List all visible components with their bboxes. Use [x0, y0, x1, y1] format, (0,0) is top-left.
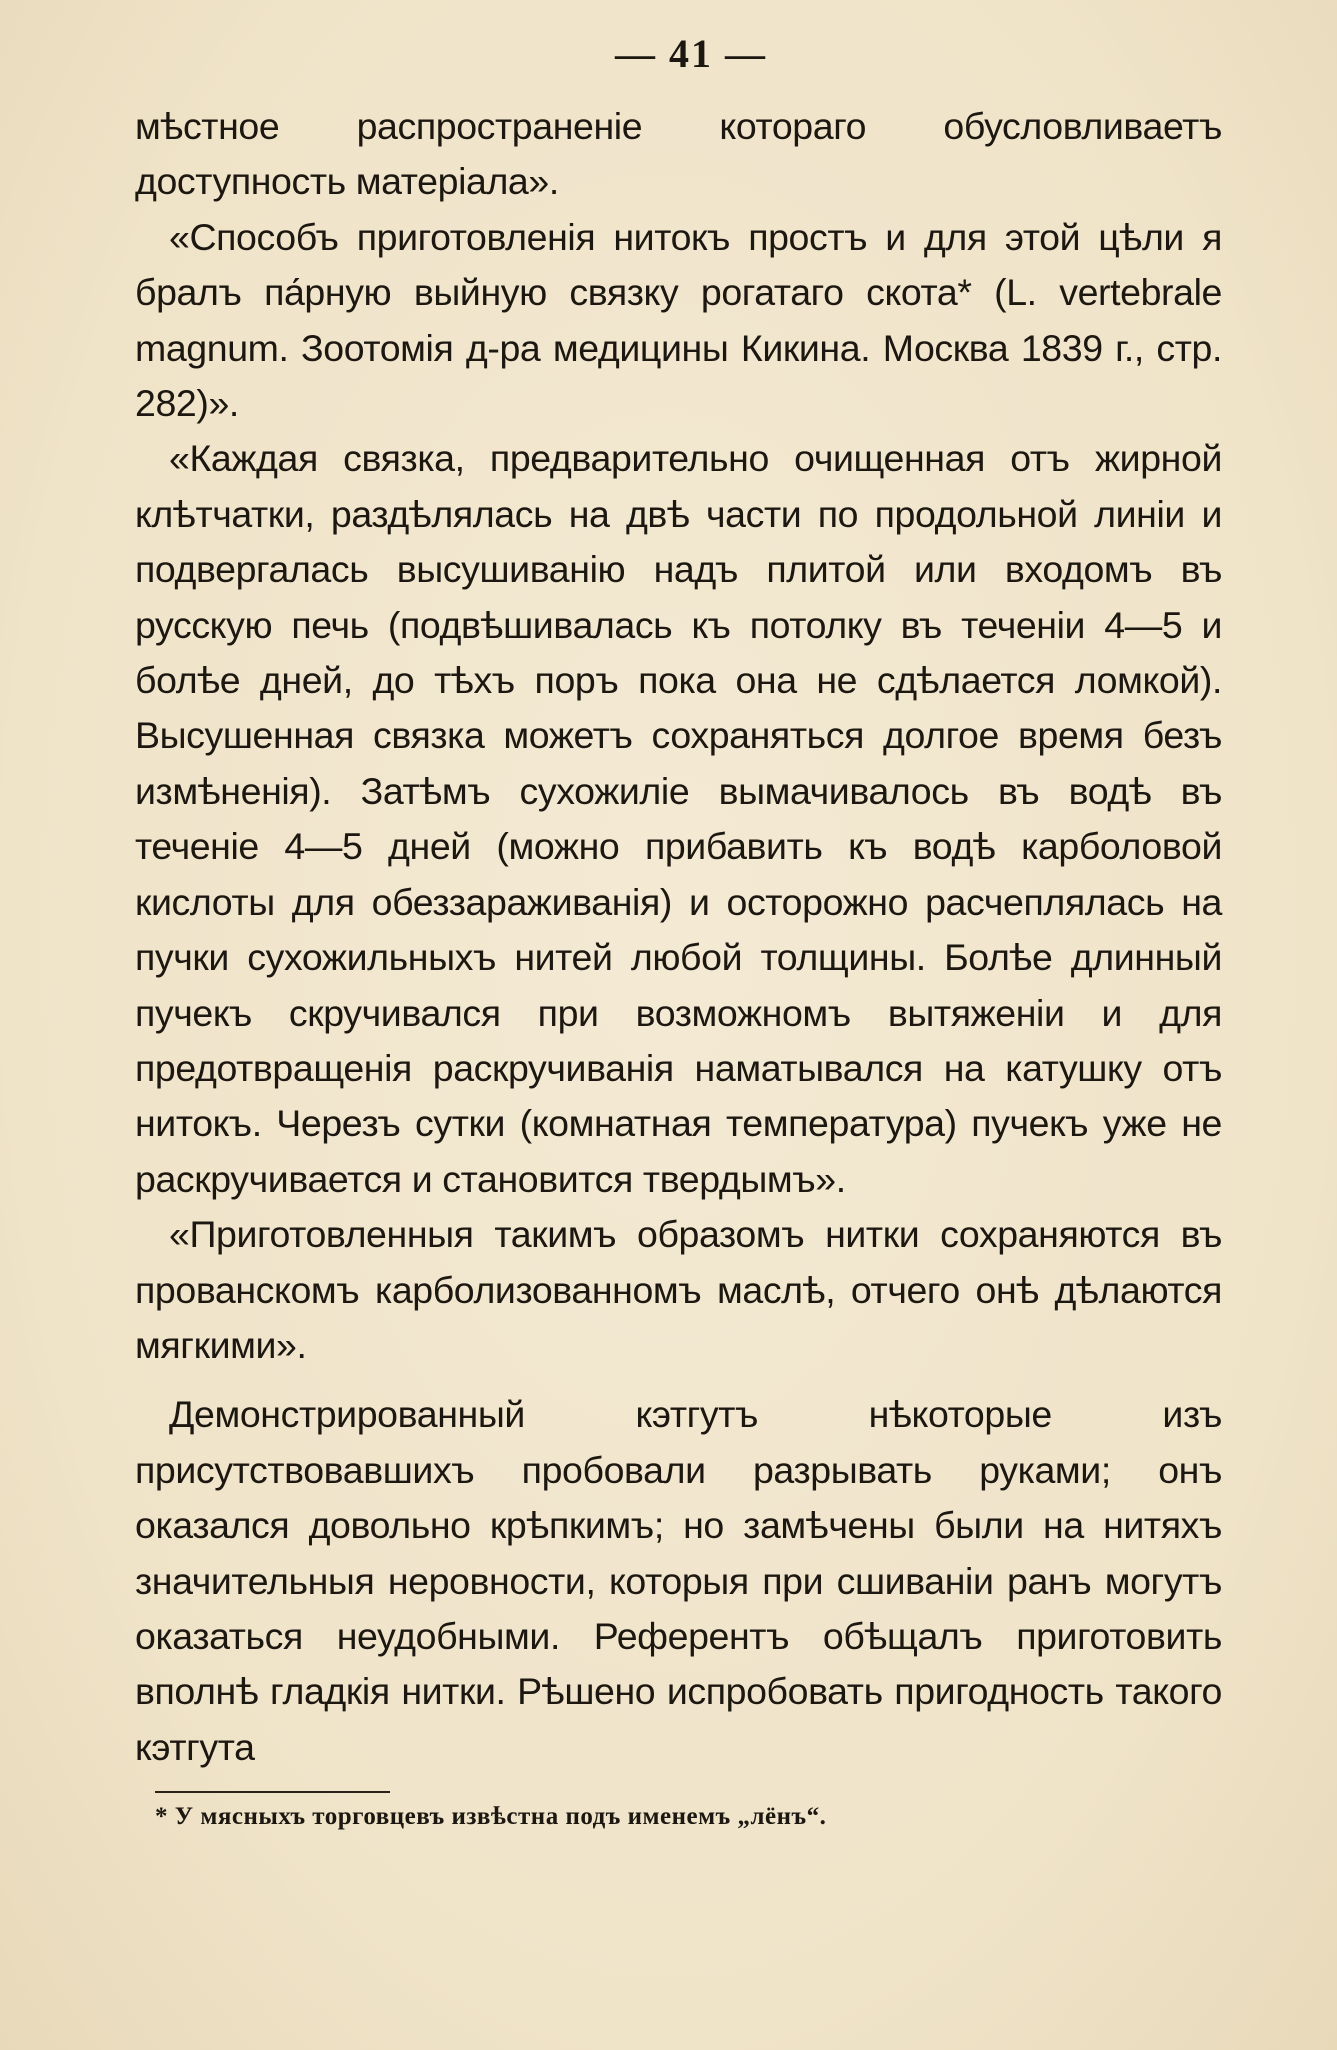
paragraph: «Приготовленныя такимъ образомъ нитки сохраняются въ прованскомъ карболизованномъ маслѣ, отчего онѣ дѣлаются мягкими».	[135, 1213, 1222, 1366]
paragraph: «Способъ приготовленія нитокъ простъ и для этой цѣли я бралъ па́рную выйную связку рогатаго скота* (L. vertebrale magnum. Зоотомія д-ра медицины Кикина. Москва 1839 г., стр. 282)».	[135, 215, 1222, 425]
page-number: — 41 —	[615, 31, 767, 76]
body-text	[135, 99, 1222, 1775]
footnote: * У мясныхъ торговцевъ извѣстна подъ именемъ „лёнъ“.	[155, 1803, 827, 1831]
paragraph: мѣстное распространеніе котораго обусловливаетъ доступность матеріала».	[135, 105, 1222, 203]
paragraph: Демонстрированный кэтгутъ нѣкоторые изъ присутствовавшихъ пробовали разрывать руками; онъ оказался довольно крѣпкимъ; но замѣчены были на нитяхъ значительныя неровности, которыя при сшиваніи ранъ могутъ оказаться неудобными. Референтъ обѣщалъ приготовить вполнѣ гладкія нитки. Рѣшено испробовать пригодность такого кэтгута	[135, 1393, 1222, 1768]
paragraph: «Каждая связка, предварительно очищенная отъ жирной клѣтчатки, раздѣлялась на двѣ части по продольной линіи и подвергалась высушиванію надъ плитой или входомъ въ русскую печь (подвѣшивалась къ потолку въ теченіи 4—5 и болѣе дней, до тѣхъ поръ пока она не сдѣлается ломкой). Высушенная связка можетъ сохраняться долгое время безъ измѣненія). Затѣмъ сухожиліе вымачивалось въ водѣ въ теченіе 4—5 дней (можно прибавить къ водѣ карболовой кислоты для обеззараживанія) и осторожно расчеплялась на пучки сухожильныхъ нитей любой толщины. Болѣе длинный пучекъ скручивался при возможномъ вытяженіи и для предотвращенія раскручиванія наматывался на катушку отъ нитокъ. Черезъ сутки (комнатная температура) пучекъ уже не раскручивается и становится твердымъ».	[135, 437, 1222, 1200]
footnote-divider	[155, 1791, 390, 1793]
